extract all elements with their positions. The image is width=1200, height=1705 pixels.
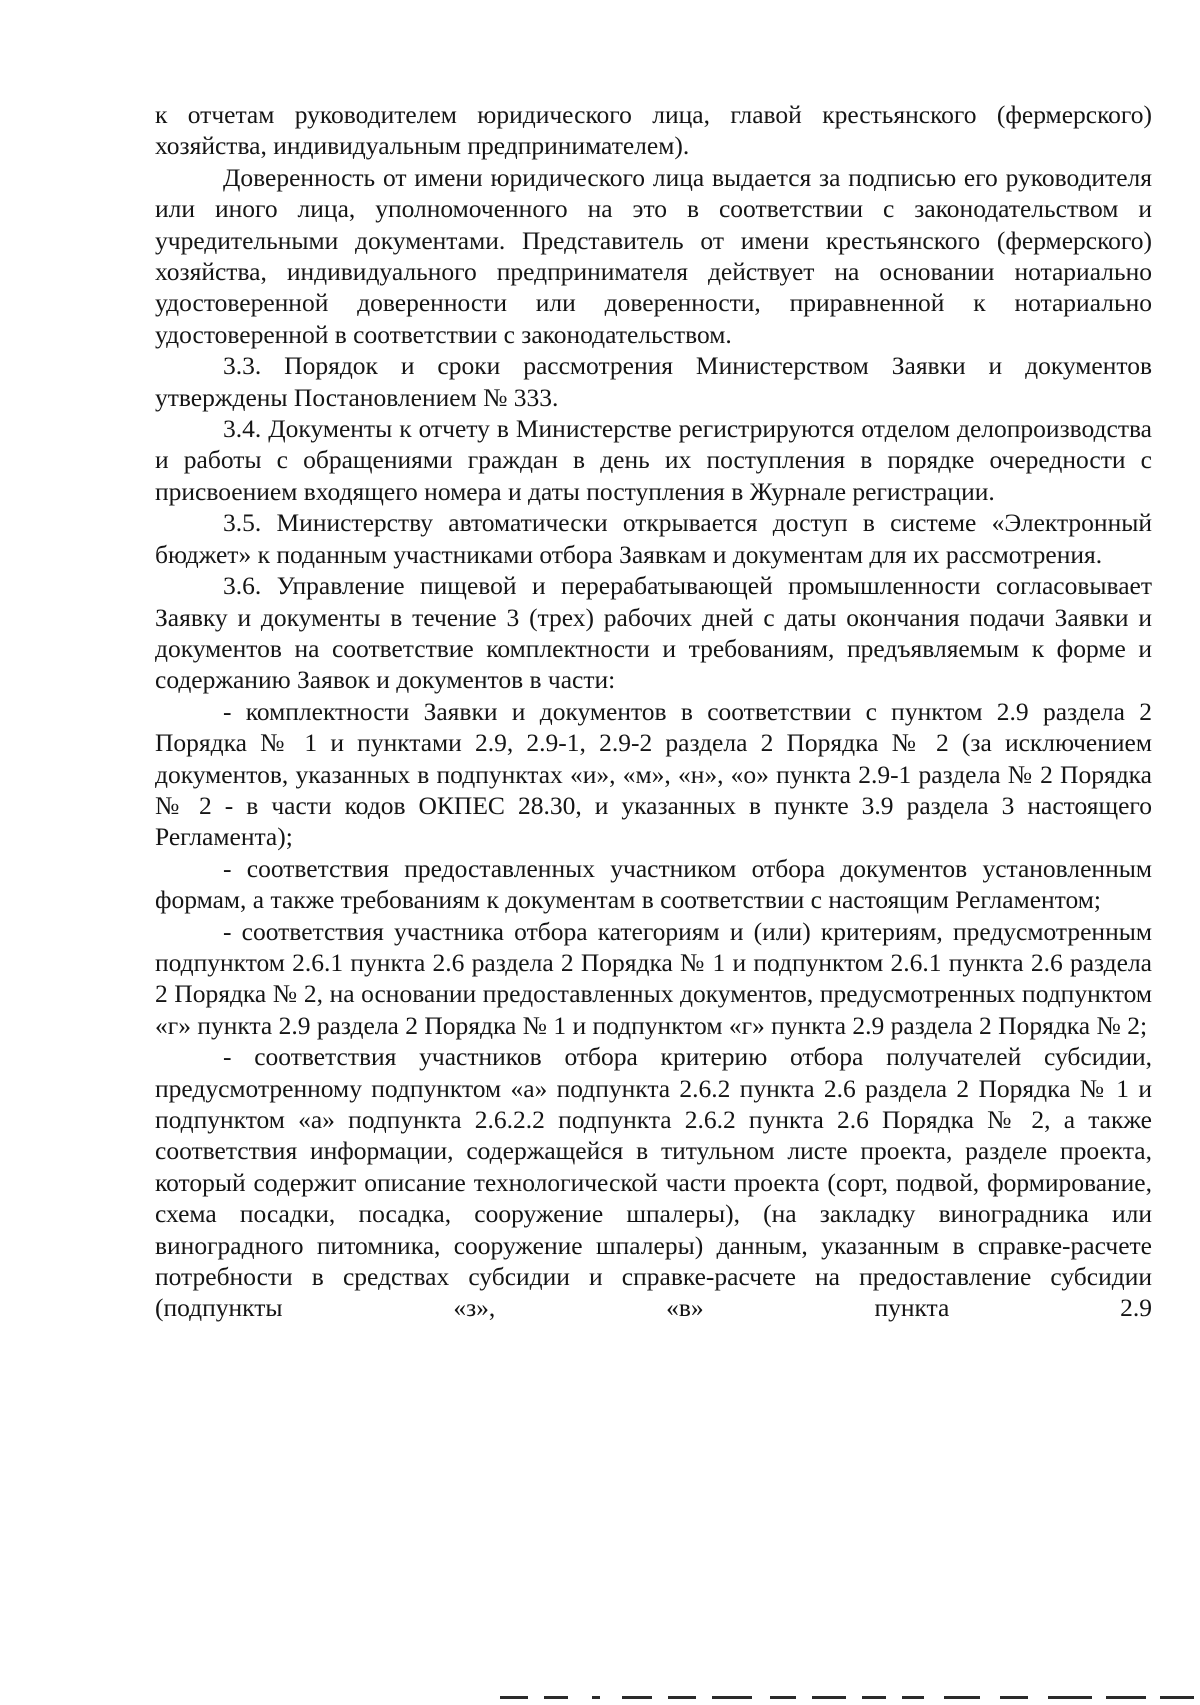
paragraph-continuation: к отчетам руководителем юридического лица, главой крестьянского (фермерского) хозяйства, индивидуальным предпринимателем). [155, 100, 1152, 161]
list-item-completeness: - комплектности Заявки и документов в соответствии с пунктом 2.9 раздела 2 Порядка № 1 и пунктами 2.9, 2.9-1, 2.9-2 раздела 2 Порядка № 2 (за исключением документов, указанных в подпунктах «и», «м», «н», «о» пункта 2.9-1 раздела № 2 Порядка № 2 - в части кодов ОКПЕС 28.30, и указанных в пункте 3.9 раздела 3 настоящего Регламента); [155, 696, 1152, 852]
list-item-criterion: - соответствия участников отбора критерию отбора получателей субсидии, предусмотренному подпунктом «а» подпункта 2.6.2 пункта 2.6 раздела 2 Порядка № 1 и подпунктом «а» подпункта 2.6.2.2 подпункта 2.6.2 пункта 2.6 Порядка № 2, а также соответствия информации, содержащейся в титульном листе проекта, разделе проекта, который содержит описание технологической части проекта (сорт, подвой, формирование, схема посадки, посадка, сооружение шпалеры), (на закладку виноградника или виноградного питомника, сооружение шпалеры) данным, указанным в справке-расчете потребности в средствах субсидии и справке-расчете на предоставление субсидии (подпункты «з», «в» пункта 2.9 [155, 1042, 1152, 1323]
list-item-categories: - соответствия участника отбора категориям и (или) критериям, предусмотренным подпунктом 2.6.1 пункта 2.6 раздела 2 Порядка № 1 и подпунктом 2.6.1 пункта 2.6 раздела 2 Порядка № 2, на основании предоставленных документов, предусмотренных подпунктом «г» пункта 2.9 раздела 2 Порядка № 1 и подпунктом «г» пункта 2.9 раздела 2 Порядка № 2; [155, 916, 1152, 1040]
scan-edge-artifact [500, 1690, 1200, 1705]
paragraph-3-5: 3.5. Министерству автоматически открывается доступ в системе «Электронный бюджет» к поданным участниками отбора Заявкам и документам для их рассмотрения. [155, 508, 1152, 569]
paragraph-3-6: 3.6. Управление пищевой и перерабатывающей промышленности согласовывает Заявку и документы в течение 3 (трех) рабочих дней с даты окончания подачи Заявки и документов на соответствие комплектности и требованиям, предъявляемым к форме и содержанию Заявок и документов в части: [155, 571, 1152, 695]
document-page [155, 99, 1152, 1324]
paragraph-3-4: 3.4. Документы к отчету в Министерстве регистрируются отделом делопроизводства и работы с обращениями граждан в день их поступления в порядке очередности с присвоением входящего номера и даты поступления в Журнале регистрации. [155, 414, 1152, 506]
paragraph-3-3: 3.3. Порядок и сроки рассмотрения Министерством Заявки и документов утверждены Постановлением № 333. [155, 351, 1152, 412]
list-item-forms: - соответствия предоставленных участником отбора документов установленным формам, а также требованиям к документам в соответствии с настоящим Регламентом; [155, 853, 1152, 915]
paragraph-power-of-attorney: Доверенность от имени юридического лица выдается за подписью его руководителя или иного лица, уполномоченного на это в соответствии с законодательством и учредительными документами. Представитель от имени крестьянского (фермерского) хозяйства, индивидуального предпринимателя действует на основании нотариально удостоверенной доверенности или доверенности, приравненной к нотариально удостоверенной в соответствии с законодательством. [155, 162, 1152, 349]
